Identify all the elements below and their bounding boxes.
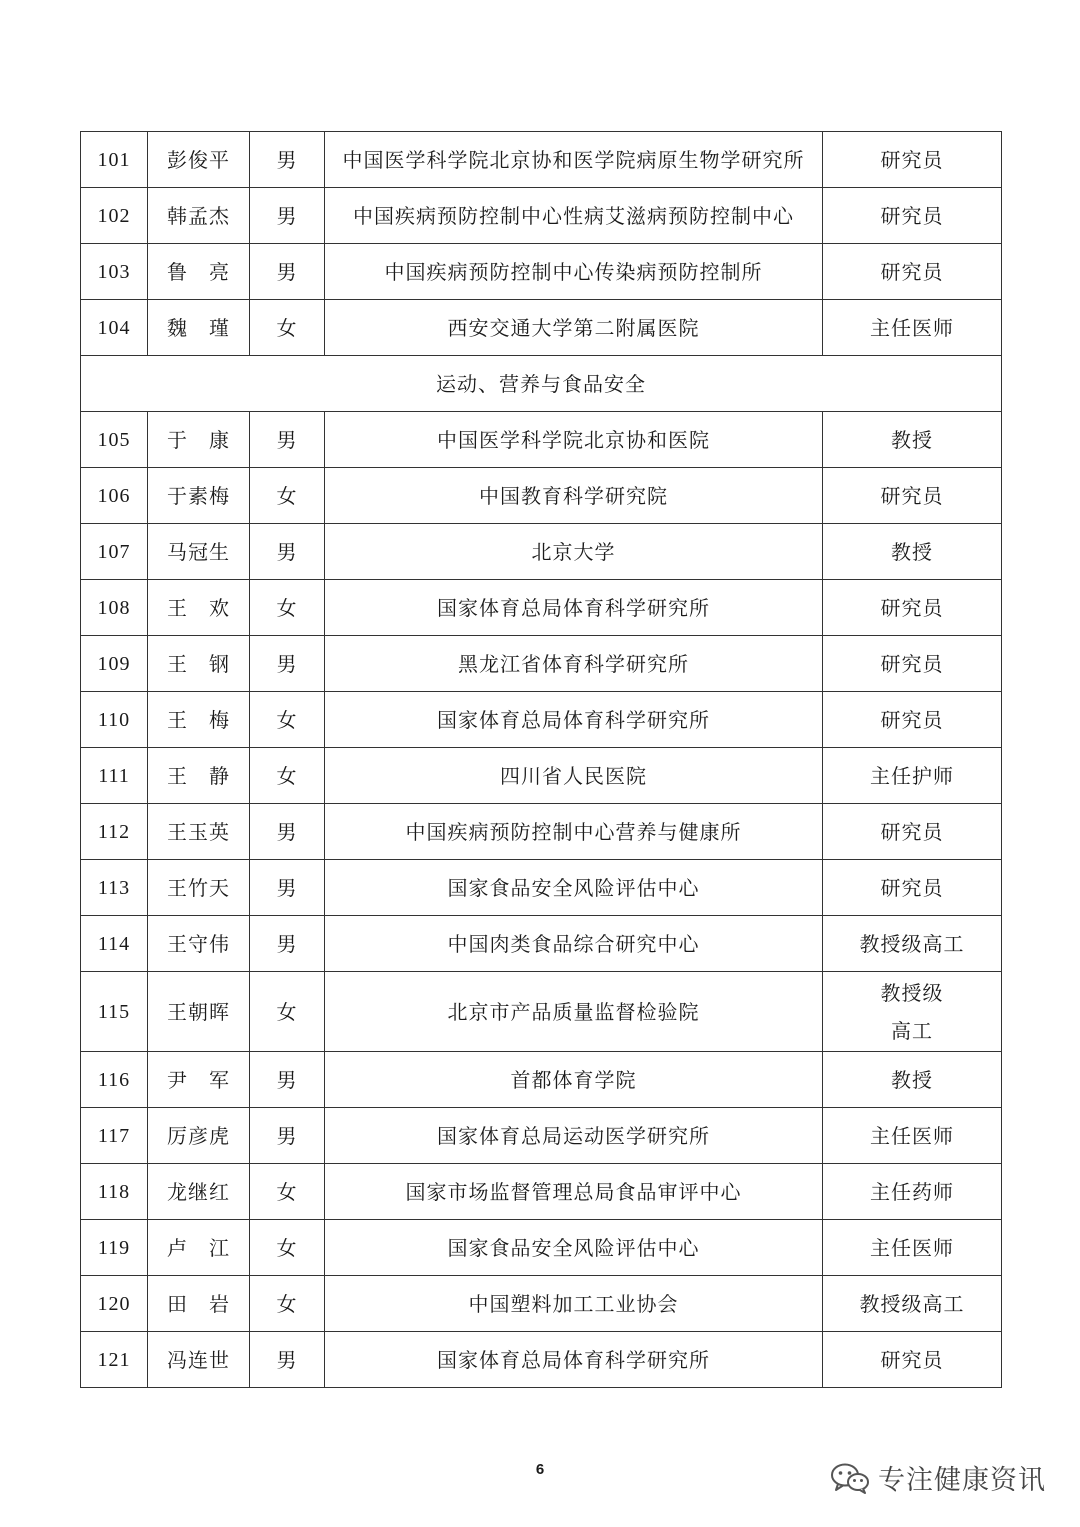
- organization: 中国塑料加工工业协会: [325, 1276, 823, 1332]
- row-number: 101: [81, 132, 148, 188]
- table-row: [81, 692, 1002, 748]
- professional-title: 主任药师: [823, 1164, 1002, 1220]
- professional-title: 教授级高工: [823, 1276, 1002, 1332]
- row-number: 117: [81, 1108, 148, 1164]
- row-number: 109: [81, 636, 148, 692]
- gender: 男: [250, 188, 325, 244]
- table-row: [81, 1108, 1002, 1164]
- row-number: 102: [81, 188, 148, 244]
- organization: 中国医学科学院北京协和医学院病原生物学研究所: [325, 132, 823, 188]
- organization: 北京大学: [325, 524, 823, 580]
- gender: 男: [250, 1332, 325, 1388]
- row-number: 118: [81, 1164, 148, 1220]
- table-row: [81, 916, 1002, 972]
- gender: 女: [250, 580, 325, 636]
- gender: 男: [250, 1108, 325, 1164]
- table-row: [81, 1052, 1002, 1108]
- expert-name: 于素梅: [148, 468, 250, 524]
- professional-title: [823, 972, 1002, 1052]
- table-row: [81, 1220, 1002, 1276]
- expert-name: 王 欢: [148, 580, 250, 636]
- gender: 女: [250, 972, 325, 1052]
- gender: 女: [250, 692, 325, 748]
- expert-name: 王竹天: [148, 860, 250, 916]
- gender: 女: [250, 1164, 325, 1220]
- expert-name: 鲁 亮: [148, 244, 250, 300]
- row-number: 108: [81, 580, 148, 636]
- professional-title: 研究员: [823, 804, 1002, 860]
- professional-title: 主任医师: [823, 1220, 1002, 1276]
- title-line-1: 教授级: [880, 980, 944, 1005]
- gender: 女: [250, 300, 325, 356]
- organization: 国家体育总局体育科学研究所: [325, 692, 823, 748]
- organization: 四川省人民医院: [325, 748, 823, 804]
- row-number: 112: [81, 804, 148, 860]
- professional-title: 研究员: [823, 188, 1002, 244]
- organization: 国家体育总局体育科学研究所: [325, 1332, 823, 1388]
- row-number: 104: [81, 300, 148, 356]
- expert-name: 于 康: [148, 412, 250, 468]
- gender: 女: [250, 1220, 325, 1276]
- professional-title: 研究员: [823, 860, 1002, 916]
- table-row: [81, 580, 1002, 636]
- expert-name: 彭俊平: [148, 132, 250, 188]
- expert-name: 卢 江: [148, 1220, 250, 1276]
- row-number: 111: [81, 748, 148, 804]
- organization: 国家体育总局运动医学研究所: [325, 1108, 823, 1164]
- professional-title: 教授: [823, 524, 1002, 580]
- table-row: [81, 748, 1002, 804]
- row-number: 114: [81, 916, 148, 972]
- professional-title: 教授: [823, 412, 1002, 468]
- organization: 西安交通大学第二附属医院: [325, 300, 823, 356]
- professional-title: 主任医师: [823, 1108, 1002, 1164]
- row-number: 110: [81, 692, 148, 748]
- page-number: 6: [535, 1461, 545, 1478]
- expert-name: 王 梅: [148, 692, 250, 748]
- professional-title: 研究员: [823, 692, 1002, 748]
- expert-roster-table: [80, 131, 1002, 1388]
- section-header-row: [81, 356, 1002, 412]
- organization: 北京市产品质量监督检验院: [325, 972, 823, 1052]
- table-row: [81, 300, 1002, 356]
- table-row: [81, 636, 1002, 692]
- title-line-2: 高工: [891, 1018, 933, 1043]
- organization: 中国疾病预防控制中心传染病预防控制所: [325, 244, 823, 300]
- expert-name: 田 岩: [148, 1276, 250, 1332]
- professional-title: 研究员: [823, 468, 1002, 524]
- gender: 男: [250, 412, 325, 468]
- table-row: [81, 972, 1002, 1052]
- organization: 国家体育总局体育科学研究所: [325, 580, 823, 636]
- expert-name: 魏 瑾: [148, 300, 250, 356]
- expert-name: 王朝晖: [148, 972, 250, 1052]
- row-number: 113: [81, 860, 148, 916]
- organization: 国家食品安全风险评估中心: [325, 860, 823, 916]
- expert-name: 马冠生: [148, 524, 250, 580]
- row-number: 106: [81, 468, 148, 524]
- row-number: 115: [81, 972, 148, 1052]
- table-row: [81, 524, 1002, 580]
- gender: 女: [250, 1276, 325, 1332]
- gender: 男: [250, 916, 325, 972]
- gender: 男: [250, 1052, 325, 1108]
- table-row: [81, 860, 1002, 916]
- row-number: 119: [81, 1220, 148, 1276]
- gender: 男: [250, 636, 325, 692]
- organization: 中国教育科学研究院: [325, 468, 823, 524]
- table-row: [81, 412, 1002, 468]
- gender: 女: [250, 748, 325, 804]
- expert-name: 王守伟: [148, 916, 250, 972]
- organization: 黑龙江省体育科学研究所: [325, 636, 823, 692]
- gender: 男: [250, 524, 325, 580]
- gender: 男: [250, 244, 325, 300]
- organization: 中国疾病预防控制中心营养与健康所: [325, 804, 823, 860]
- row-number: 121: [81, 1332, 148, 1388]
- professional-title: 教授级高工: [823, 916, 1002, 972]
- row-number: 116: [81, 1052, 148, 1108]
- table-row: [81, 1276, 1002, 1332]
- section-title: 运动、营养与食品安全: [81, 356, 1002, 412]
- wechat-icon: [830, 1462, 870, 1494]
- table-row: [81, 804, 1002, 860]
- watermark: [830, 1458, 1046, 1497]
- professional-title: 研究员: [823, 636, 1002, 692]
- table-row: [81, 1332, 1002, 1388]
- expert-name: 韩孟杰: [148, 188, 250, 244]
- expert-name: 冯连世: [148, 1332, 250, 1388]
- expert-name: 王玉英: [148, 804, 250, 860]
- organization: 中国疾病预防控制中心性病艾滋病预防控制中心: [325, 188, 823, 244]
- gender: 男: [250, 804, 325, 860]
- professional-title: 研究员: [823, 580, 1002, 636]
- organization: 首都体育学院: [325, 1052, 823, 1108]
- professional-title: 主任医师: [823, 300, 1002, 356]
- table-row: [81, 1164, 1002, 1220]
- table-row: [81, 468, 1002, 524]
- professional-title: 研究员: [823, 132, 1002, 188]
- professional-title: 主任护师: [823, 748, 1002, 804]
- table-row: [81, 132, 1002, 188]
- expert-name: 尹 军: [148, 1052, 250, 1108]
- row-number: 107: [81, 524, 148, 580]
- row-number: 120: [81, 1276, 148, 1332]
- table-row: [81, 244, 1002, 300]
- professional-title: 研究员: [823, 1332, 1002, 1388]
- gender: 男: [250, 132, 325, 188]
- organization: 中国肉类食品综合研究中心: [325, 916, 823, 972]
- watermark-text: 专注健康资讯: [878, 1465, 1046, 1496]
- professional-title: 研究员: [823, 244, 1002, 300]
- gender: 男: [250, 860, 325, 916]
- organization: 中国医学科学院北京协和医院: [325, 412, 823, 468]
- row-number: 103: [81, 244, 148, 300]
- expert-name: 王 钢: [148, 636, 250, 692]
- gender: 女: [250, 468, 325, 524]
- row-number: 105: [81, 412, 148, 468]
- organization: 国家市场监督管理总局食品审评中心: [325, 1164, 823, 1220]
- table-row: [81, 188, 1002, 244]
- expert-name: 龙继红: [148, 1164, 250, 1220]
- expert-name: 厉彦虎: [148, 1108, 250, 1164]
- expert-name: 王 静: [148, 748, 250, 804]
- organization: 国家食品安全风险评估中心: [325, 1220, 823, 1276]
- professional-title: 教授: [823, 1052, 1002, 1108]
